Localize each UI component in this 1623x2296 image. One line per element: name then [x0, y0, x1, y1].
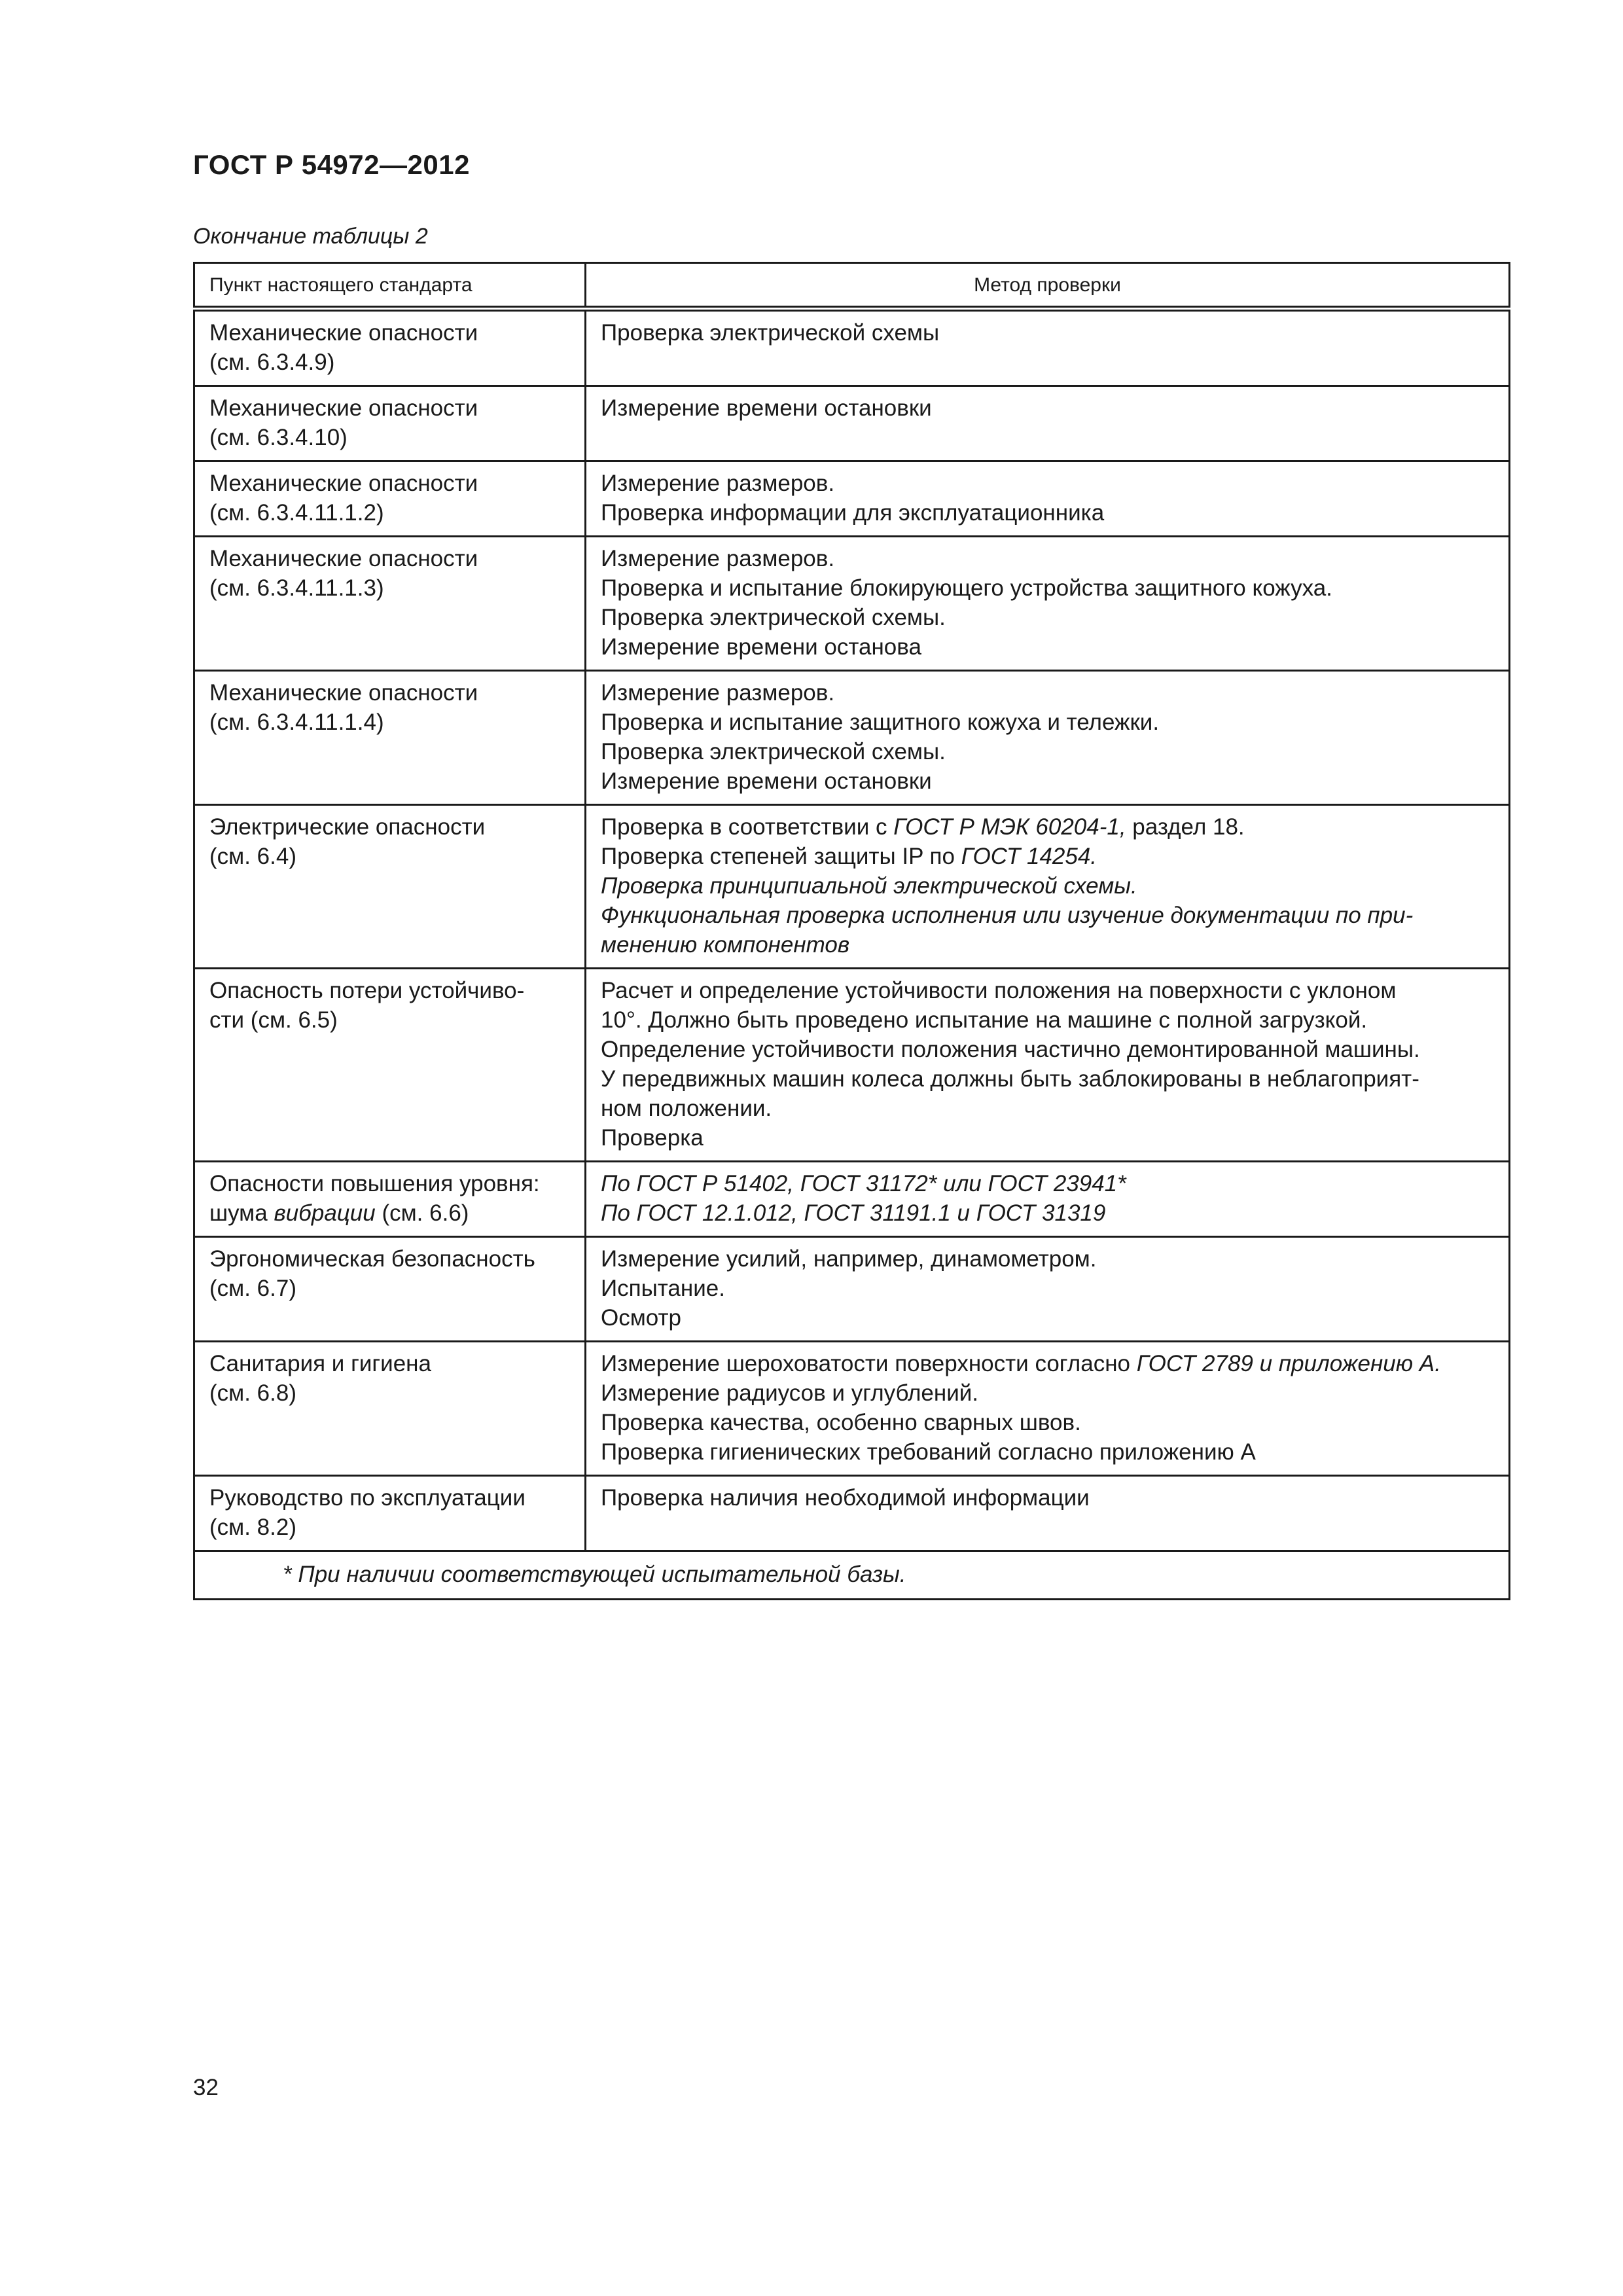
column-header-method: Метод проверки: [586, 263, 1510, 309]
text-run: Измерение размеров.: [601, 471, 835, 496]
cell-line: [601, 1274, 1494, 1303]
method-cell: [586, 309, 1510, 386]
cell-line: [601, 1005, 1494, 1035]
clause-line: Опасность потери устойчиво-: [209, 978, 525, 1003]
cell-line: [209, 1169, 570, 1198]
clause-line: Механические опасности: [209, 471, 478, 496]
table-header-row: [194, 263, 1510, 309]
clause-cell: [194, 386, 586, 461]
table-row: [194, 1342, 1510, 1476]
clause-line: Руководство по эксплуатации: [209, 1485, 526, 1511]
clause-cell: [194, 671, 586, 805]
method-cell: [586, 461, 1510, 537]
method-cell: [586, 671, 1510, 805]
cell-line: [601, 573, 1494, 603]
cell-line: [601, 976, 1494, 1005]
table-row: [194, 1237, 1510, 1342]
text-run: шума: [209, 1200, 274, 1226]
cell-line: [601, 1035, 1494, 1064]
text-run: Проверка в соответствии с: [601, 814, 894, 840]
text-run: Проверка наличия необходимой информации: [601, 1485, 1090, 1511]
text-run: Проверка электрической схемы: [601, 320, 940, 346]
text-run: Проверка: [601, 1125, 704, 1151]
text-run: ГОСТ Р МЭК 60204-1,: [893, 814, 1126, 840]
clause-cell: [194, 309, 586, 386]
clause-line: (см. 6.7): [209, 1276, 296, 1301]
cell-line: [601, 1349, 1494, 1378]
text-run: Проверка и испытание защитного кожуха и тележки.: [601, 709, 1160, 735]
clause-line: Механические опасности: [209, 395, 478, 421]
table-footnote-row: [194, 1551, 1510, 1600]
clause-line: (см. 6.8): [209, 1380, 296, 1406]
cell-line: [601, 1408, 1494, 1437]
method-cell: [586, 805, 1510, 969]
method-cell: [586, 969, 1510, 1162]
cell-line: [601, 737, 1494, 766]
text-run: 10°. Должно быть проведено испытание на машине с полной загрузкой.: [601, 1007, 1368, 1033]
text-run: раздел 18.: [1126, 814, 1245, 840]
clause-cell: [194, 1342, 586, 1476]
cell-line: [601, 632, 1494, 662]
text-run: Проверка электрической схемы.: [601, 739, 946, 764]
text-run: Проверка электрической схемы.: [601, 605, 946, 630]
page-number: 32: [193, 2075, 219, 2100]
column-header-clause: Пункт настоящего стандарта: [194, 263, 586, 309]
cell-line: [601, 1169, 1494, 1198]
text-run: ном положении.: [601, 1096, 772, 1121]
cell-line: [601, 1123, 1494, 1153]
text-run: Измерение размеров.: [601, 680, 835, 706]
method-cell: [586, 386, 1510, 461]
document-header: ГОСТ Р 54972—2012: [193, 149, 470, 180]
text-run: Измерение радиусов и углублений.: [601, 1380, 979, 1406]
text-run: Проверка степеней защиты IP по: [601, 844, 961, 869]
cell-line: [601, 812, 1494, 842]
text-run: Проверка и испытание блокирующего устройства защитного кожуха.: [601, 575, 1332, 601]
clause-cell: [194, 1237, 586, 1342]
clause-cell: [194, 969, 586, 1162]
text-run: ГОСТ 2789 и приложению А.: [1136, 1351, 1441, 1376]
clause-cell: [194, 461, 586, 537]
table-row: [194, 309, 1510, 386]
clause-cell: [194, 1476, 586, 1551]
text-run: Проверка принципиальной электрической схемы.: [601, 873, 1137, 899]
text-run: Измерение времени остановки: [601, 768, 932, 794]
table-row: [194, 671, 1510, 805]
cell-line: [601, 1064, 1494, 1094]
clause-line: (см. 6.3.4.11.1.2): [209, 500, 384, 526]
text-run: Расчет и определение устойчивости положения на поверхности с уклоном: [601, 978, 1397, 1003]
clause-cell: [194, 805, 586, 969]
clause-line: Электрические опасности: [209, 814, 486, 840]
cell-line: [601, 766, 1494, 796]
table-caption: Окончание таблицы 2: [193, 224, 428, 249]
clause-line: (см. 6.3.4.11.1.3): [209, 575, 384, 601]
table-footnote: * При наличии соответствующей испытательной базы.: [283, 1562, 906, 1587]
cell-line: [601, 1094, 1494, 1123]
table-footnote-cell: [194, 1551, 1510, 1600]
clause-line: (см. 6.3.4.11.1.4): [209, 709, 384, 735]
verification-table: [193, 262, 1510, 1600]
cell-line: [601, 544, 1494, 573]
text-run: Проверка гигиенических требований согласно приложению А: [601, 1439, 1256, 1465]
table-row: [194, 386, 1510, 461]
text-run: Измерение усилий, например, динамометром.: [601, 1246, 1097, 1272]
text-run: ГОСТ 14254.: [961, 844, 1097, 869]
cell-line: [601, 498, 1494, 528]
clause-line: Санитария и гигиена: [209, 1351, 431, 1376]
text-run: Измерение времени останова: [601, 634, 921, 660]
clause-line: Эргономическая безопасность: [209, 1246, 535, 1272]
cell-line: [601, 930, 1494, 960]
cell-line: [601, 603, 1494, 632]
clause-line: (см. 6.3.4.9): [209, 350, 335, 375]
clause-line: Механические опасности: [209, 320, 478, 346]
cell-line: [601, 678, 1494, 708]
text-run: Испытание.: [601, 1276, 725, 1301]
text-run: Измерение размеров.: [601, 546, 835, 571]
method-cell: [586, 1476, 1510, 1551]
text-run: Опасности повышения уровня:: [209, 1171, 540, 1196]
cell-line: [601, 318, 1494, 348]
clause-line: (см. 6.4): [209, 844, 296, 869]
text-run: вибрации: [274, 1200, 376, 1226]
cell-line: [209, 1198, 570, 1228]
clause-cell: [194, 537, 586, 671]
text-run: Измерение шероховатости поверхности согласно: [601, 1351, 1137, 1376]
cell-line: [601, 469, 1494, 498]
text-run: (см. 6.6): [375, 1200, 469, 1226]
clause-cell: [194, 1162, 586, 1237]
method-cell: [586, 1237, 1510, 1342]
text-run: Осмотр: [601, 1305, 681, 1331]
cell-line: [601, 901, 1494, 930]
cell-line: [601, 708, 1494, 737]
cell-line: [601, 1244, 1494, 1274]
table-row: [194, 969, 1510, 1162]
clause-line: (см. 6.3.4.10): [209, 425, 348, 450]
text-run: По ГОСТ Р 51402, ГОСТ 31172* или ГОСТ 23941*: [601, 1171, 1126, 1196]
table-row: [194, 537, 1510, 671]
clause-line: Механические опасности: [209, 546, 478, 571]
cell-line: [601, 1198, 1494, 1228]
text-run: Проверка качества, особенно сварных швов.: [601, 1410, 1081, 1435]
method-cell: [586, 1342, 1510, 1476]
text-run: менению компонентов: [601, 932, 850, 958]
cell-line: [601, 871, 1494, 901]
cell-line: [601, 1303, 1494, 1333]
clause-line: Механические опасности: [209, 680, 478, 706]
text-run: Определение устойчивости положения частично демонтированной машины.: [601, 1037, 1420, 1062]
clause-line: (см. 8.2): [209, 1515, 296, 1540]
method-cell: [586, 1162, 1510, 1237]
table-row: [194, 1476, 1510, 1551]
clause-line: сти (см. 6.5): [209, 1007, 338, 1033]
text-run: По ГОСТ 12.1.012, ГОСТ 31191.1 и ГОСТ 31319: [601, 1200, 1106, 1226]
table-row: [194, 461, 1510, 537]
table-row: [194, 1162, 1510, 1237]
text-run: Проверка информации для эксплуатационника: [601, 500, 1105, 526]
method-cell: [586, 537, 1510, 671]
cell-line: [601, 842, 1494, 871]
cell-line: [601, 1437, 1494, 1467]
table-row: [194, 805, 1510, 969]
text-run: Измерение времени остановки: [601, 395, 932, 421]
cell-line: [601, 1483, 1494, 1513]
text-run: У передвижных машин колеса должны быть заблокированы в неблагоприят-: [601, 1066, 1419, 1092]
cell-line: [601, 393, 1494, 423]
cell-line: [601, 1378, 1494, 1408]
text-run: Функциональная проверка исполнения или изучение документации по при-: [601, 903, 1414, 928]
